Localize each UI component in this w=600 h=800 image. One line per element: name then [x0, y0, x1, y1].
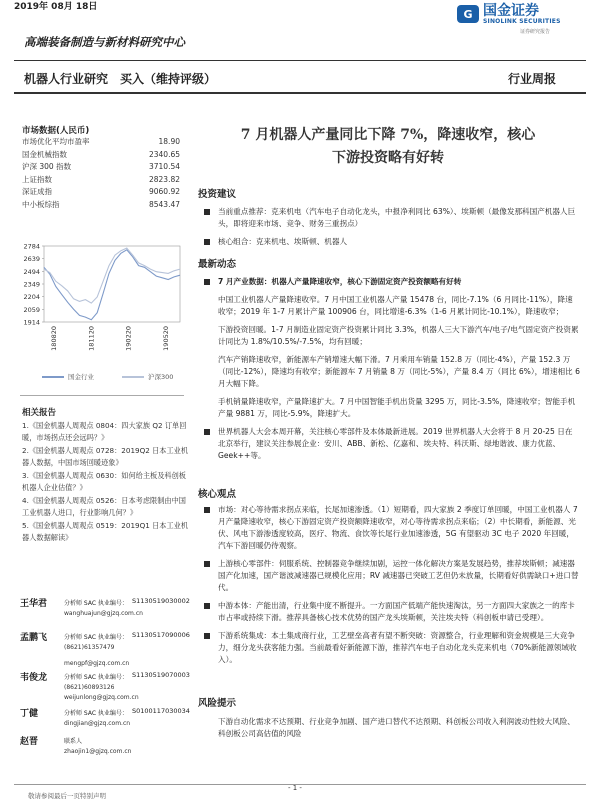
analyst-contact[interactable]: wanghuajun@gjzq.com.cn [64, 610, 143, 617]
chart-legend [42, 372, 173, 381]
analyst-name: 王华君 [20, 599, 48, 609]
header-rule [14, 60, 586, 61]
analyst-license: S1130517090006 [132, 631, 190, 639]
analyst-name: 赵晋 [20, 737, 39, 747]
related-report-item[interactable]: 4.《国金机器人周观点 0526：日本考虑限制由中国工业机器人进口，行业影响几何？》 [22, 496, 186, 517]
page-number: - 1 - [288, 784, 302, 792]
y-tick-label: 1914 [23, 318, 40, 327]
y-tick-label: 2639 [23, 255, 40, 264]
market-data-value: 8543.47 [148, 199, 180, 209]
chart-frame [44, 246, 180, 322]
analyst-entry [20, 734, 200, 768]
analyst-label: 分析师 SAC 执业编号： [64, 634, 128, 641]
analyst-label: 分析师 SAC 执业编号： [64, 674, 128, 681]
report-type: 行业周报 [508, 72, 557, 86]
sidebar-divider [20, 395, 184, 396]
report-date: 2019年 08月 18日 [14, 2, 98, 12]
paragraph: 下游投资回暖。1-7 月制造业固定资产投资累计同比 3.3%，机器人三大下游汽车/电子/电气固定资产投资累计同比为 1.8%/10.5%/-7.5%，均有回暖； [218, 325, 579, 346]
analyst-phone: (8621)60893126 [64, 684, 115, 691]
section-risk [198, 716, 580, 740]
industry-rating: 机器人行业研究 买入（维持评级） [24, 72, 217, 86]
related-reports-title: 相关报告 [22, 408, 57, 418]
x-tick-label: 190220 [124, 326, 133, 351]
related-report-item[interactable]: 3.《国金机器人周观点 0630：如何给主板及科创板机器人企业估值？》 [22, 471, 186, 492]
market-data-row [22, 161, 182, 174]
analyst-license: S1130519030002 [132, 597, 190, 605]
index-chart [14, 242, 184, 374]
section-investment [198, 206, 580, 248]
logo-mark-icon [456, 2, 480, 26]
market-data-row [22, 136, 182, 149]
analyst-phone: (8621)61357479 [64, 644, 115, 651]
market-data-table [22, 136, 182, 211]
title-line-1: 7 月机器人产量同比下降 7%，降速收窄，核心 [240, 127, 536, 143]
analyst-license: S0100117030034 [132, 707, 190, 715]
market-data-label: 上证指数 [22, 174, 52, 184]
section-heading: 最新动态 [198, 259, 237, 270]
market-data-row [22, 149, 182, 162]
footer-disclaimer: 敬请参阅最后一页特别声明 [28, 792, 106, 800]
market-data-label: 中小板综指 [22, 199, 60, 209]
paragraph: 下游自动化需求不达预期、行业竞争加剧、国产进口替代不达预期、科创板公司收入利润波动性较大风险、科创板公司高估值的风险 [218, 717, 575, 738]
analyst-entry [20, 630, 200, 670]
analyst-entry [20, 670, 200, 706]
legend-swatch-hs300 [122, 376, 144, 378]
market-data-label: 国金机械指数 [22, 149, 67, 159]
market-data-value: 9060.92 [148, 187, 180, 196]
legend-swatch-industry [42, 376, 64, 378]
bullet-item: 上游核心零部件：伺服系统、控制器竞争继续加剧，运控一体化解决方案是发展趋势，推荐埃斯顿；减速器国产化加速，国产谐波减速器已规模化应用；RV 减速器已突破工艺但仍未放量，长期看好供需缺口+进口替代。 [198, 558, 580, 594]
bullet-item: 市场：对心等待需求拐点来临，长尾加速渗透。（1）短期看，四大家族 2 季度订单回暖，中国工业机器人 7 月产量降速收窄，核心下游固定资产投资额降速收窄，对心等待需求拐点来临；（2）中长期看，新能源、光伏、风电下游渗透度较高，医疗、物流、食饮等长尾行业加速渗透，5G 有望驱动 3C 电子 2020 年回暖，汽车下游回暖仍待观察。 [198, 504, 580, 552]
company-logo [456, 2, 561, 26]
related-reports-list [22, 420, 190, 545]
section-core-views [198, 504, 580, 666]
y-tick-label: 2494 [23, 267, 40, 276]
x-tick-label: 181120 [87, 326, 96, 351]
market-data-value: 2340.65 [148, 149, 180, 159]
market-data-value: 2823.82 [148, 174, 180, 184]
analyst-name: 丁健 [20, 709, 39, 719]
section-latest [198, 276, 580, 462]
related-report-item[interactable]: 5.《国金机器人周观点 0519：2019Q1 日本工业机器人数据解读》 [22, 521, 189, 542]
analyst-contact[interactable]: zhaojin1@gjzq.com.cn [64, 748, 132, 755]
bullet-item: 当前重点推荐：克来机电（汽车电子自动化龙头，中报净利同比 63%）、埃斯顿（最像发那科国产机器人巨头，即将迎来市场、竞争、财务三重拐点） [198, 206, 580, 230]
paragraph: 汽车产销降速收窄，新能源车产销增速大幅下滑。7 月乘用车销量 152.8 万（同比-4%），产量 152.3 万（同比-12%），降速均有收窄；新能源车 7 月销量 8 万（同比-5%），产量 8.4 万（同比 6%），增速相比 6 月大幅下降。 [218, 355, 580, 388]
series-line [44, 248, 180, 303]
paragraph: 中国工业机器人产量降速收窄。7 月中国工业机器人产量 15478 台，同比-7.1%（6 月同比-11%），降速收窄；2019 年 1-7 月累计产量 100906 台，同比增速-6.3%（1-6 月累计同比-10.1%），降速收窄； [218, 295, 573, 316]
y-tick-label: 2059 [23, 305, 40, 314]
legend-label-hs300: 沪深300 [148, 373, 174, 381]
analyst-name: 韦俊龙 [20, 673, 48, 683]
analyst-label: 联系人 [64, 738, 83, 745]
logo-en: SINOLINK SECURITIES [483, 17, 561, 25]
analyst-contact[interactable]: mengpf@gjzq.com.cn [64, 660, 130, 667]
market-data-label: 深证成指 [22, 187, 52, 196]
market-data-row [22, 186, 182, 199]
x-tick-label: 190520 [162, 326, 170, 351]
market-data-title: 市场数据(人民币) [22, 126, 90, 136]
section-heading: 投资建议 [198, 189, 237, 200]
paragraph: 手机销量降速收窄，产量降速扩大。7 月中国智能手机出货量 3295 万，同比-3.5%，降速收窄；智能手机产量 9881 万，同比-5.9%，降速扩大。 [218, 397, 576, 418]
logo-subtitle: 证券研究报告 [520, 29, 551, 35]
analyst-license: S1130519070003 [132, 671, 190, 679]
bullet-item: 中游本体：产能出清，行业集中度不断提升。一方面国产低端产能快速淘汰，另一方面四大家族之一的库卡市占率或持续下滑。推荐具备核心技术优势的国产龙头埃斯顿，关注埃夫特（科创板申请已受理）。 [198, 600, 580, 624]
logo-cn: 国金证券 [483, 2, 539, 19]
research-center: 高端装备制造与新材料研究中心 [24, 35, 185, 49]
bullet-item: 7 月产业数据：机器人产量降速收窄，核心下游固定资产投资额略有好转 [198, 276, 580, 288]
report-title [198, 124, 578, 170]
bullet-item: 核心组合：克来机电、埃斯顿、机器人 [198, 236, 580, 248]
legend-label-industry: 国金行业 [68, 373, 94, 381]
market-data-row [22, 199, 182, 212]
analyst-label: 分析师 SAC 执业编号： [64, 600, 128, 607]
y-tick-label: 2204 [23, 293, 40, 302]
section-heading: 核心观点 [198, 489, 237, 500]
analyst-name: 孟鹏飞 [20, 633, 48, 643]
analyst-contact[interactable]: dingjian@gjzq.com.cn [64, 720, 131, 727]
svg-text:G: G [463, 8, 473, 21]
market-data-value: 18.90 [158, 137, 180, 146]
header-rule-thick [14, 92, 586, 94]
title-line-2: 下游投资略有好转 [332, 150, 444, 166]
bullet-item: 世界机器人大会本周开幕，关注核心零部件及本体最新进展。2019 世界机器人大会将于 8 月 20-25 日在北京举行，建议关注参展企业：安川、ABB、新松、亿嘉和、埃夫特、科沃斯、绿地谐波、康力优蓝、Geek++等。 [198, 426, 580, 462]
y-tick-label: 2349 [23, 280, 40, 289]
market-data-value: 3710.54 [148, 162, 180, 171]
analyst-entry [20, 706, 200, 734]
market-data-row [22, 174, 182, 187]
related-report-item[interactable]: 1.《国金机器人周观点 0804：四大家族 Q2 订单回暖，市场拐点还会远吗？》 [22, 421, 187, 442]
market-data-label: 沪深 300 指数 [22, 162, 72, 171]
analyst-list [20, 596, 200, 768]
analyst-label: 分析师 SAC 执业编号： [64, 710, 128, 717]
bullet-item: 下游系统集成：本土集成商行业，工艺壁垒高者有望不断突破：资源整合，行业理解和资金规模是三大竞争力，细分龙头获客能力强。当前最看好新能源下游，推荐汽车电子自动化龙头克来机电（70%新能源领域收入）。 [198, 630, 580, 666]
analyst-contact[interactable]: weijunlong@gjzq.com.cn [64, 694, 139, 701]
related-report-item[interactable]: 2.《国金机器人周观点 0728：2019Q2 日本工业机器人数据，中国市场回暖迹象》 [22, 446, 189, 467]
y-tick-label: 2784 [23, 242, 40, 251]
market-data-label: 市场优化平均市盈率 [22, 137, 90, 146]
section-heading: 风险提示 [198, 698, 237, 709]
x-tick-label: 180820 [50, 326, 58, 351]
analyst-entry [20, 596, 200, 630]
